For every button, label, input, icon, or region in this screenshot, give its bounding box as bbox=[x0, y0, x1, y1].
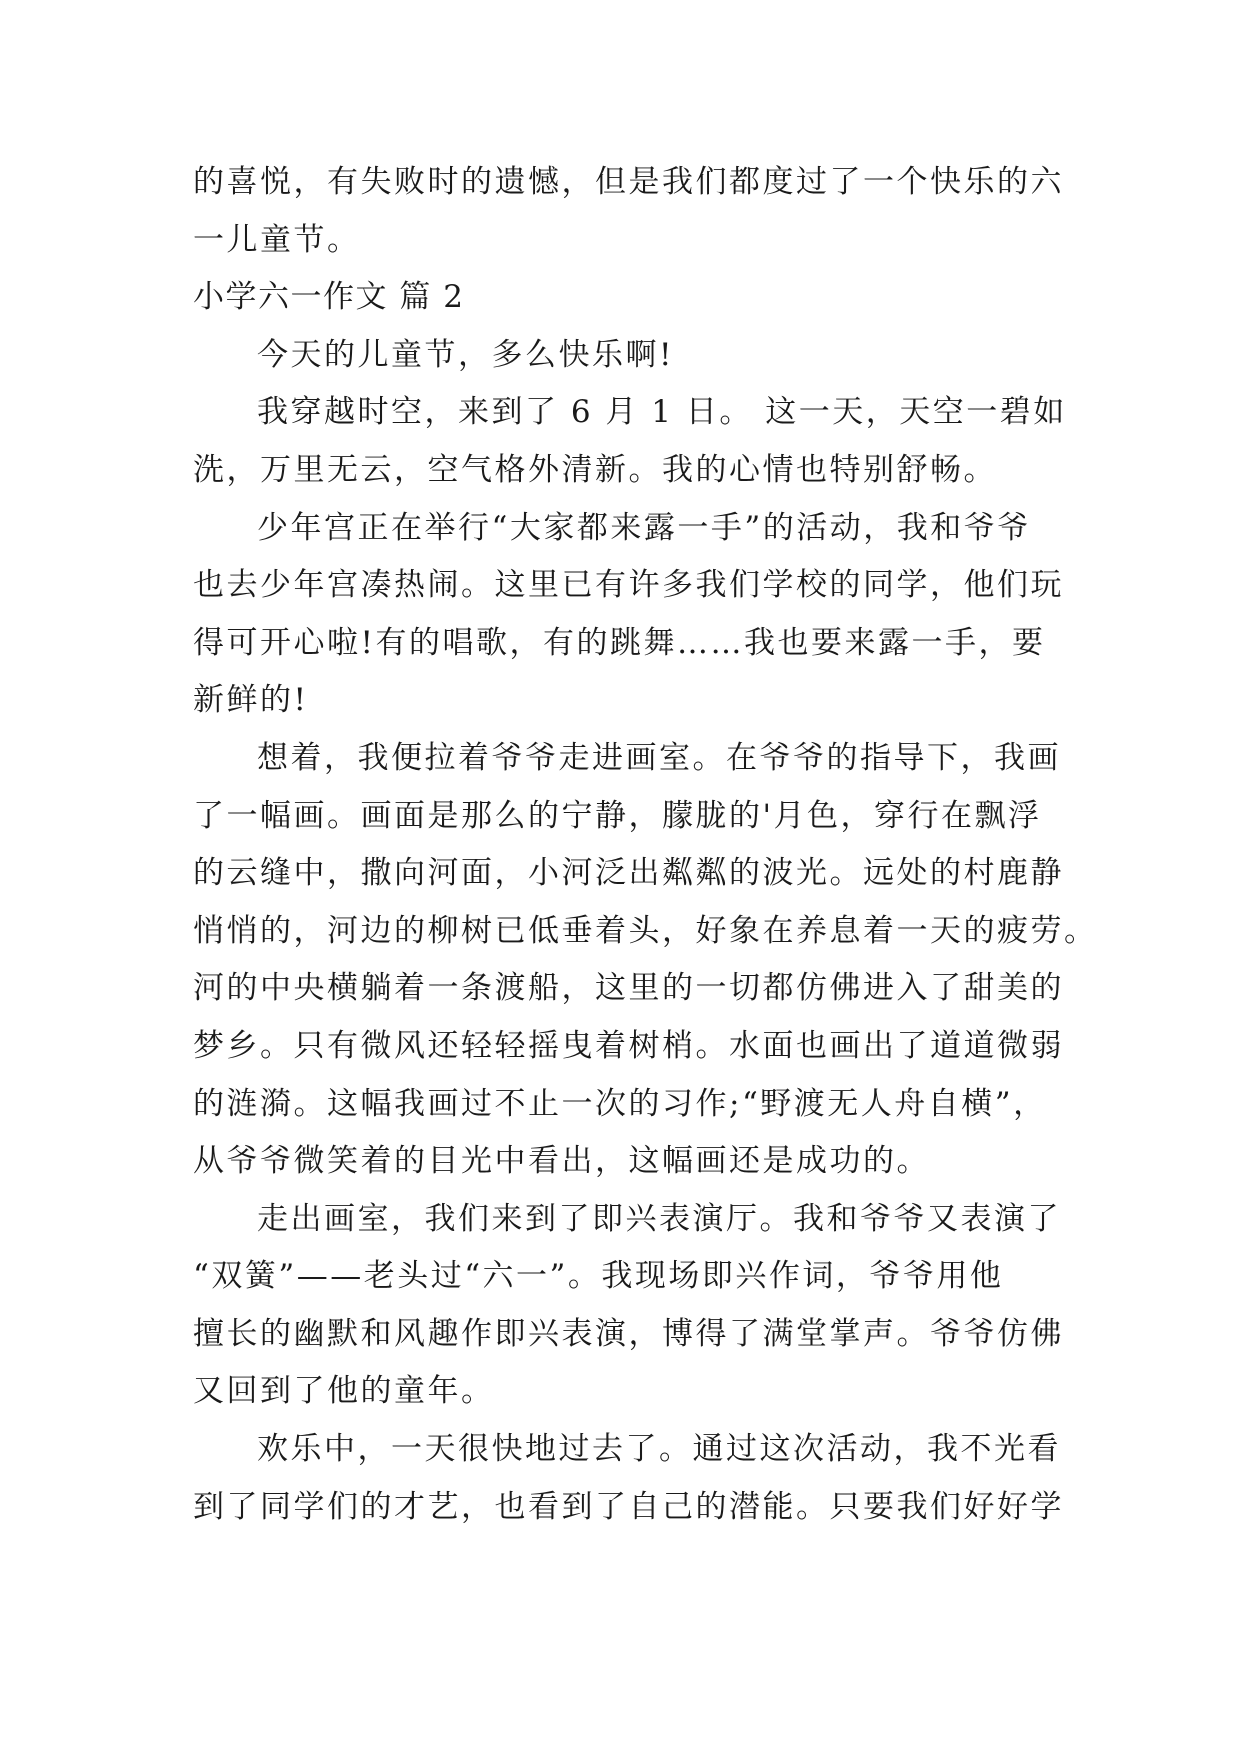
text-line: 也去少年宫凑热闹。这里已有许多我们学校的同学，他们玩 bbox=[193, 567, 1064, 604]
paragraph-first-line: 想着，我便拉着爷爷走进画室。在爷爷的指导下，我画 bbox=[257, 739, 1061, 776]
document-page bbox=[193, 154, 1098, 1536]
text-line: 得可开心啦!有的唱歌，有的跳舞……我也要来露一手，要 bbox=[193, 624, 1046, 661]
text-line: 梦乡。只有微风还轻轻摇曳着树梢。水面也画出了道道微弱 bbox=[193, 1027, 1064, 1064]
text-line: 悄悄的，河边的柳树已低垂着头，好象在养息着一天的疲劳。 bbox=[193, 912, 1098, 949]
section-title: 小学六一作文 篇 2 bbox=[193, 279, 465, 316]
text-line: 擅长的幽默和风趣作即兴表演，博得了满堂掌声。爷爷仿佛 bbox=[193, 1315, 1064, 1352]
paragraph-first-line: 我穿越时空，来到了 6 月 1 日。 这一天，天空一碧如 bbox=[257, 394, 1067, 431]
text-line: 的云缝中，撒向河面，小河泛出粼粼的波光。远处的村鹿静 bbox=[193, 855, 1064, 892]
text-line: 从爷爷微笑着的目光中看出，这幅画还是成功的。 bbox=[193, 1143, 930, 1180]
paragraph-first-line: 少年宫正在举行“大家都来露一手”的活动，我和爷爷 bbox=[257, 509, 1031, 546]
text-line: “双簧”——老头过“六一”。我现场即兴作词，爷爷用他 bbox=[193, 1258, 1004, 1295]
text-line: 又回到了他的童年。 bbox=[193, 1373, 495, 1410]
text-line: 的涟漪。这幅我画过不止一次的习作;“野渡无人舟自横”， bbox=[193, 1085, 1047, 1122]
text-line: 新鲜的! bbox=[193, 682, 309, 719]
text-line: 河的中央横躺着一条渡船，这里的一切都仿佛进入了甜美的 bbox=[193, 970, 1064, 1007]
text-line: 的喜悦，有失败时的遗憾，但是我们都度过了一个快乐的六 bbox=[193, 164, 1064, 200]
text-line: 一儿童节。 bbox=[193, 221, 361, 258]
paragraph-first-line: 走出画室，我们来到了即兴表演厅。我和爷爷又表演了 bbox=[257, 1200, 1061, 1237]
text-line: 洗，万里无云，空气格外清新。我的心情也特别舒畅。 bbox=[193, 451, 997, 488]
text-line: 了一幅画。画面是那么的宁静，朦胧的'月色，穿行在飘浮 bbox=[193, 797, 1042, 834]
text-line: 到了同学们的才艺，也看到了自己的潜能。只要我们好好学 bbox=[193, 1488, 1064, 1525]
paragraph-first-line: 欢乐中，一天很快地过去了。通过这次活动，我不光看 bbox=[257, 1431, 1061, 1468]
paragraph-first-line: 今天的儿童节，多么快乐啊! bbox=[257, 336, 674, 373]
